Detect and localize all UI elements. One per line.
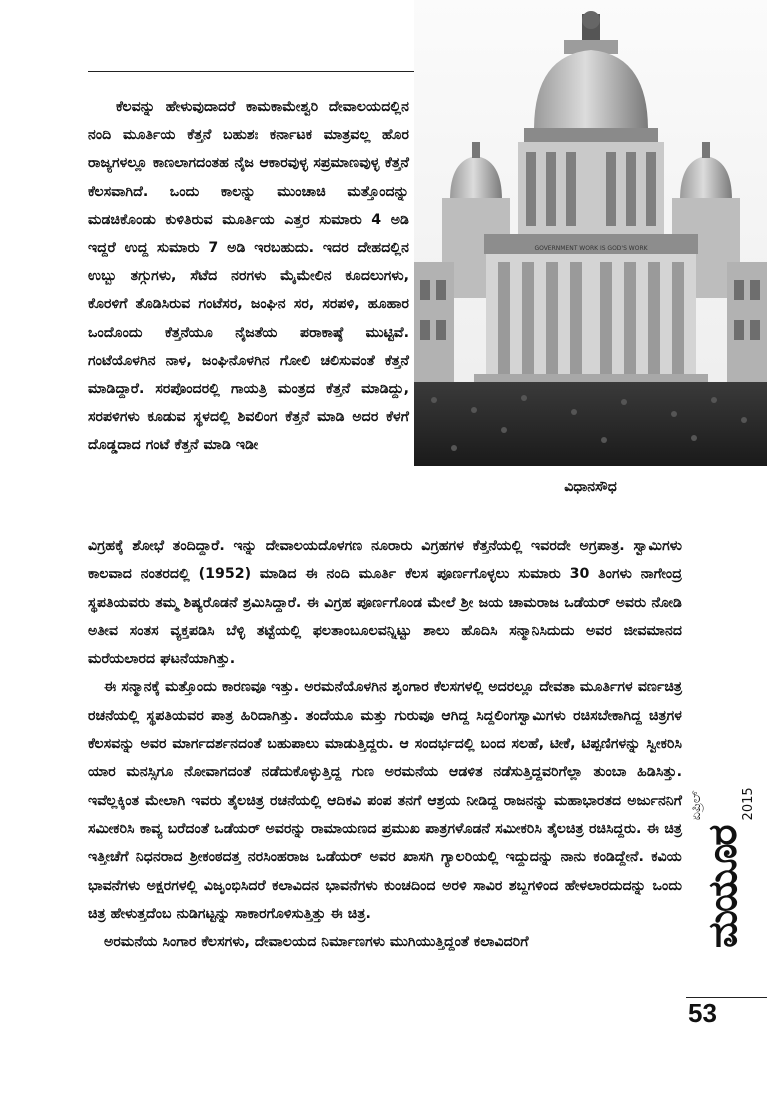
paragraph-closing: ಅರಮನೆಯ ಸಿಂಗಾರ ಕೆಲಸಗಳು, ದೇವಾಲಯದ ನಿರ್ಮಾಣಗಳು ಮುಗಿಯುತ್ತಿದ್ದಂತೆ ಕಲಾವಿದರಿಗೆ (104, 934, 529, 951)
magazine-name: ಮಯೂರ (700, 826, 746, 948)
issue-date: ಏಪ್ರಿಲ್ 2015 (689, 787, 756, 821)
photo-caption: ವಿಧಾನಸೌಧ (564, 479, 617, 495)
body-column-text (88, 93, 409, 460)
banner-text: GOVERNMENT WORK IS GOD'S WORK (534, 245, 648, 252)
paragraph-nandi-description: ಕೆಲವನ್ನು ಹೇಳುವುದಾದರೆ ಕಾಮಕಾಮೇಶ್ವರಿ ದೇವಾಲಯದಲ್ಲಿನ ನಂದಿ ಮೂರ್ತಿಯ ಕೆತ್ತನೆ ಬಹುಶಃ ಕರ್ನಾಟಕ ಮಾತ್ರವಲ್ಲ ಹೊರ ರಾಜ್ಯಗಳಲ್ಲೂ ಕಾಣಲಾಗದಂತಹ ನೈಜ ಆಕಾರವುಳ್ಳ ಸಪ್ರಮಾಣವುಳ್ಳ ಕೆತ್ತನೆ ಕೆಲಸವಾಗಿದೆ. ಒಂದು ಕಾಲನ್ನು ಮುಂಚಾಚಿ ಮತ್ತೊಂದನ್ನು ಮಡಚಿಕೊಂಡು ಕುಳಿತಿರುವ ಮೂರ್ತಿಯ ಎತ್ತರ ಸುಮಾರು 4 ಅಡಿ ಇದ್ದರೆ ಉದ್ದ ಸುಮಾರು 7 ಅಡಿ ಇರಬಹುದು. ಇದರ ದೇಹದಲ್ಲಿನ ಉಬ್ಬು ತಗ್ಗುಗಳು, ಸೆಟೆದ ನರಗಳು ಮೈಮೇಲಿನ ಕೂದಲುಗಳು, ಕೊರಳಿಗೆ ತೊಡಿಸಿರುವ ಗಂಟೆಸರ, ಜಂಘಿನ ಸರ, ಸರಪಳಿ, ಹೂಹಾರ ಒಂದೊಂದು ಕೆತ್ತನೆಯೂ ನೈಜತೆಯ ಪರಾಕಾಷ್ಠೆ ಮುಟ್ಟಿವೆ. ಗಂಟೆಯೊಳಗಿನ ನಾಳ, ಜಂಘಿನೊಳಗಿನ ಗೋಲಿ ಚಲಿಸುವಂತೆ ಕೆತ್ತನೆ ಮಾಡಿದ್ದಾರೆ. ಸರಪೊಂದರಲ್ಲಿ ಗಾಯತ್ರಿ ಮಂತ್ರದ ಕೆತ್ತನೆ ಮಾಡಿದ್ದು, ಸರಪಳಿಗಳು ಕೂಡುವ ಸ್ಥಳದಲ್ಲಿ ಶಿವಲಿಂಗ ಕೆತ್ತನೆ ಮಾಡಿ ಅದರ ಕೆಳಗೆ ದೊಡ್ಡದಾದ ಗಂಟೆ ಕೆತ್ತನೆ ಮಾಡಿ ಇಡೀ (88, 99, 409, 454)
paragraph-honour: ಈ ಸನ್ಮಾನಕ್ಕೆ ಮತ್ತೊಂದು ಕಾರಣವೂ ಇತ್ತು. ಅರಮನೆಯೊಳಗಿನ ಶೃಂಗಾರ ಕೆಲಸಗಳಲ್ಲಿ ಅದರಲ್ಲೂ ದೇವತಾ ಮೂರ್ತಿಗಳ ವರ್ಣಚಿತ್ರ ರಚನೆಯಲ್ಲಿ ಸ್ಥಪತಿಯವರ ಪಾತ್ರ ಹಿರಿದಾಗಿತ್ತು. ತಂದೆಯೂ ಮತ್ತು ಗುರುವೂ ಆಗಿದ್ದ ಸಿದ್ದಲಿಂಗಸ್ವಾಮಿಗಳು ರಚಿಸಬೇಕಾಗಿದ್ದ ಚಿತ್ರಗಳ ಕೆಲಸವನ್ನು ಅವರ ಮಾರ್ಗದರ್ಶನದಂತೆ ಬಹುಪಾಲು ಮಾಡುತ್ತಿದ್ದರು. ಆ ಸಂದರ್ಭದಲ್ಲಿ ಬಂದ ಸಲಹೆ, ಟೀಕೆ, ಟಿಪ್ಪಣಿಗಳನ್ನು ಸ್ವೀಕರಿಸಿ ಯಾರ ಮನಸ್ಸಿಗೂ ನೋವಾಗದಂತೆ ನಡೆದುಕೊಳ್ಳುತ್ತಿದ್ದ ಗುಣ ಅರಮನೆಯ ಆಡಳಿತ ನಡೆಸುತ್ತಿದ್ದವರಿಗೆಲ್ಲಾ ತುಂಬಾ ಹಿಡಿಸಿತ್ತು. ಇವೆಲ್ಲಕ್ಕಿಂತ ಮೇಲಾಗಿ ಇವರು ತೈಲಚಿತ್ರ ರಚನೆಯಲ್ಲಿ ಆದಿಕವಿ ಪಂಪ ತನಗೆ ಆಶ್ರಯ ನೀಡಿದ್ದ ರಾಜನನ್ನು ಮಹಾಭಾರತದ ಅರ್ಜುನನಿಗೆ ಸಮೀಕರಿಸಿ ಕಾವ್ಯ ಬರೆದಂತೆ ಒಡೆಯರ್ ಅವರನ್ನು ರಾಮಾಯಣದ ಪ್ರಮುಖ ಪಾತ್ರಗಳೊಡನೆ ಸಮೀಕರಿಸಿ ತೈಲಚಿತ್ರ ರಚಿಸಿದ್ದರು. ಈ ಚಿತ್ರ ಇತ್ತೀಚೆಗೆ ನಿಧನರಾದ ಶ್ರೀಕಂಠದತ್ತ ನರಸಿಂಹರಾಜ ಒಡೆಯರ್ ಅವರ ಖಾಸಗಿ ಗ್ಯಾಲರಿಯಲ್ಲಿ ಇದ್ದುದನ್ನು ನಾನು ಕಂಡಿದ್ದೇನೆ. ಕವಿಯ ಭಾವನೆಗಳು ಅಕ್ಷರಗಳಲ್ಲಿ ವಿಜೃಂಭಿಸಿದರೆ ಕಲಾವಿದನ ಭಾವನೆಗಳು ಕುಂಚದಿಂದ ಅರಳಿ ಸಾವಿರ ಶಬ್ದಗಳಿಂದ ಹೇಳಲಾರದುದನ್ನು ಒಂದು ಚಿತ್ರ ಹೇಳುತ್ತದೆಂಬ ನುಡಿಗಟ್ಟನ್ನು ಸಾಕಾರಗೊಳಿಸುತ್ತಿತ್ತು ಈ ಚಿತ್ರ. (88, 679, 682, 922)
page-number: 53 (688, 998, 717, 1028)
paragraph-continuation: ವಿಗ್ರಹಕ್ಕೆ ಶೋಭೆ ತಂದಿದ್ದಾರೆ. ಇನ್ನು ದೇವಾಲಯದೊಳಗಣ ನೂರಾರು ವಿಗ್ರಹಗಳ ಕೆತ್ತನೆಯಲ್ಲಿ ಇವರದೇ ಅಗ್ರಪಾತ್ರ. ಸ್ವಾಮಿಗಳು ಕಾಲವಾದ ನಂತರದಲ್ಲಿ (1952) ಮಾಡಿದ ಈ ನಂದಿ ಮೂರ್ತಿ ಕೆಲಸ ಪೂರ್ಣಗೊಳ್ಳಲು ಸುಮಾರು 30 ತಿಂಗಳು ನಾಗೇಂದ್ರ ಸ್ಥಪತಿಯವರು ತಮ್ಮ ಶಿಷ್ಯರೊಡನೆ ಶ್ರಮಿಸಿದ್ದಾರೆ. ಈ ವಿಗ್ರಹ ಪೂರ್ಣಗೊಂಡ ಮೇಲೆ ಶ್ರೀ ಜಯ ಚಾಮರಾಜ ಒಡೆಯರ್ ಅವರು ನೋಡಿ ಅತೀವ ಸಂತಸ ವ್ಯಕ್ತಪಡಿಸಿ ಬೆಳ್ಳಿ ತಟ್ಟೆಯಲ್ಲಿ ಫಲತಾಂಬೂಲವನ್ನಿಟ್ಟು ಶಾಲು ಹೊದಿಸಿ ಸನ್ಮಾನಿಸಿದುದು ಅವರ ಜೀವಮಾನದ ಮರೆಯಲಾರದ ಘಟನೆಯಾಗಿತ್ತು. (88, 538, 682, 668)
vidhana-soudha-photo (414, 0, 767, 466)
magazine-logo (689, 787, 756, 948)
body-wide-text (88, 532, 682, 956)
header-rule (88, 71, 414, 72)
